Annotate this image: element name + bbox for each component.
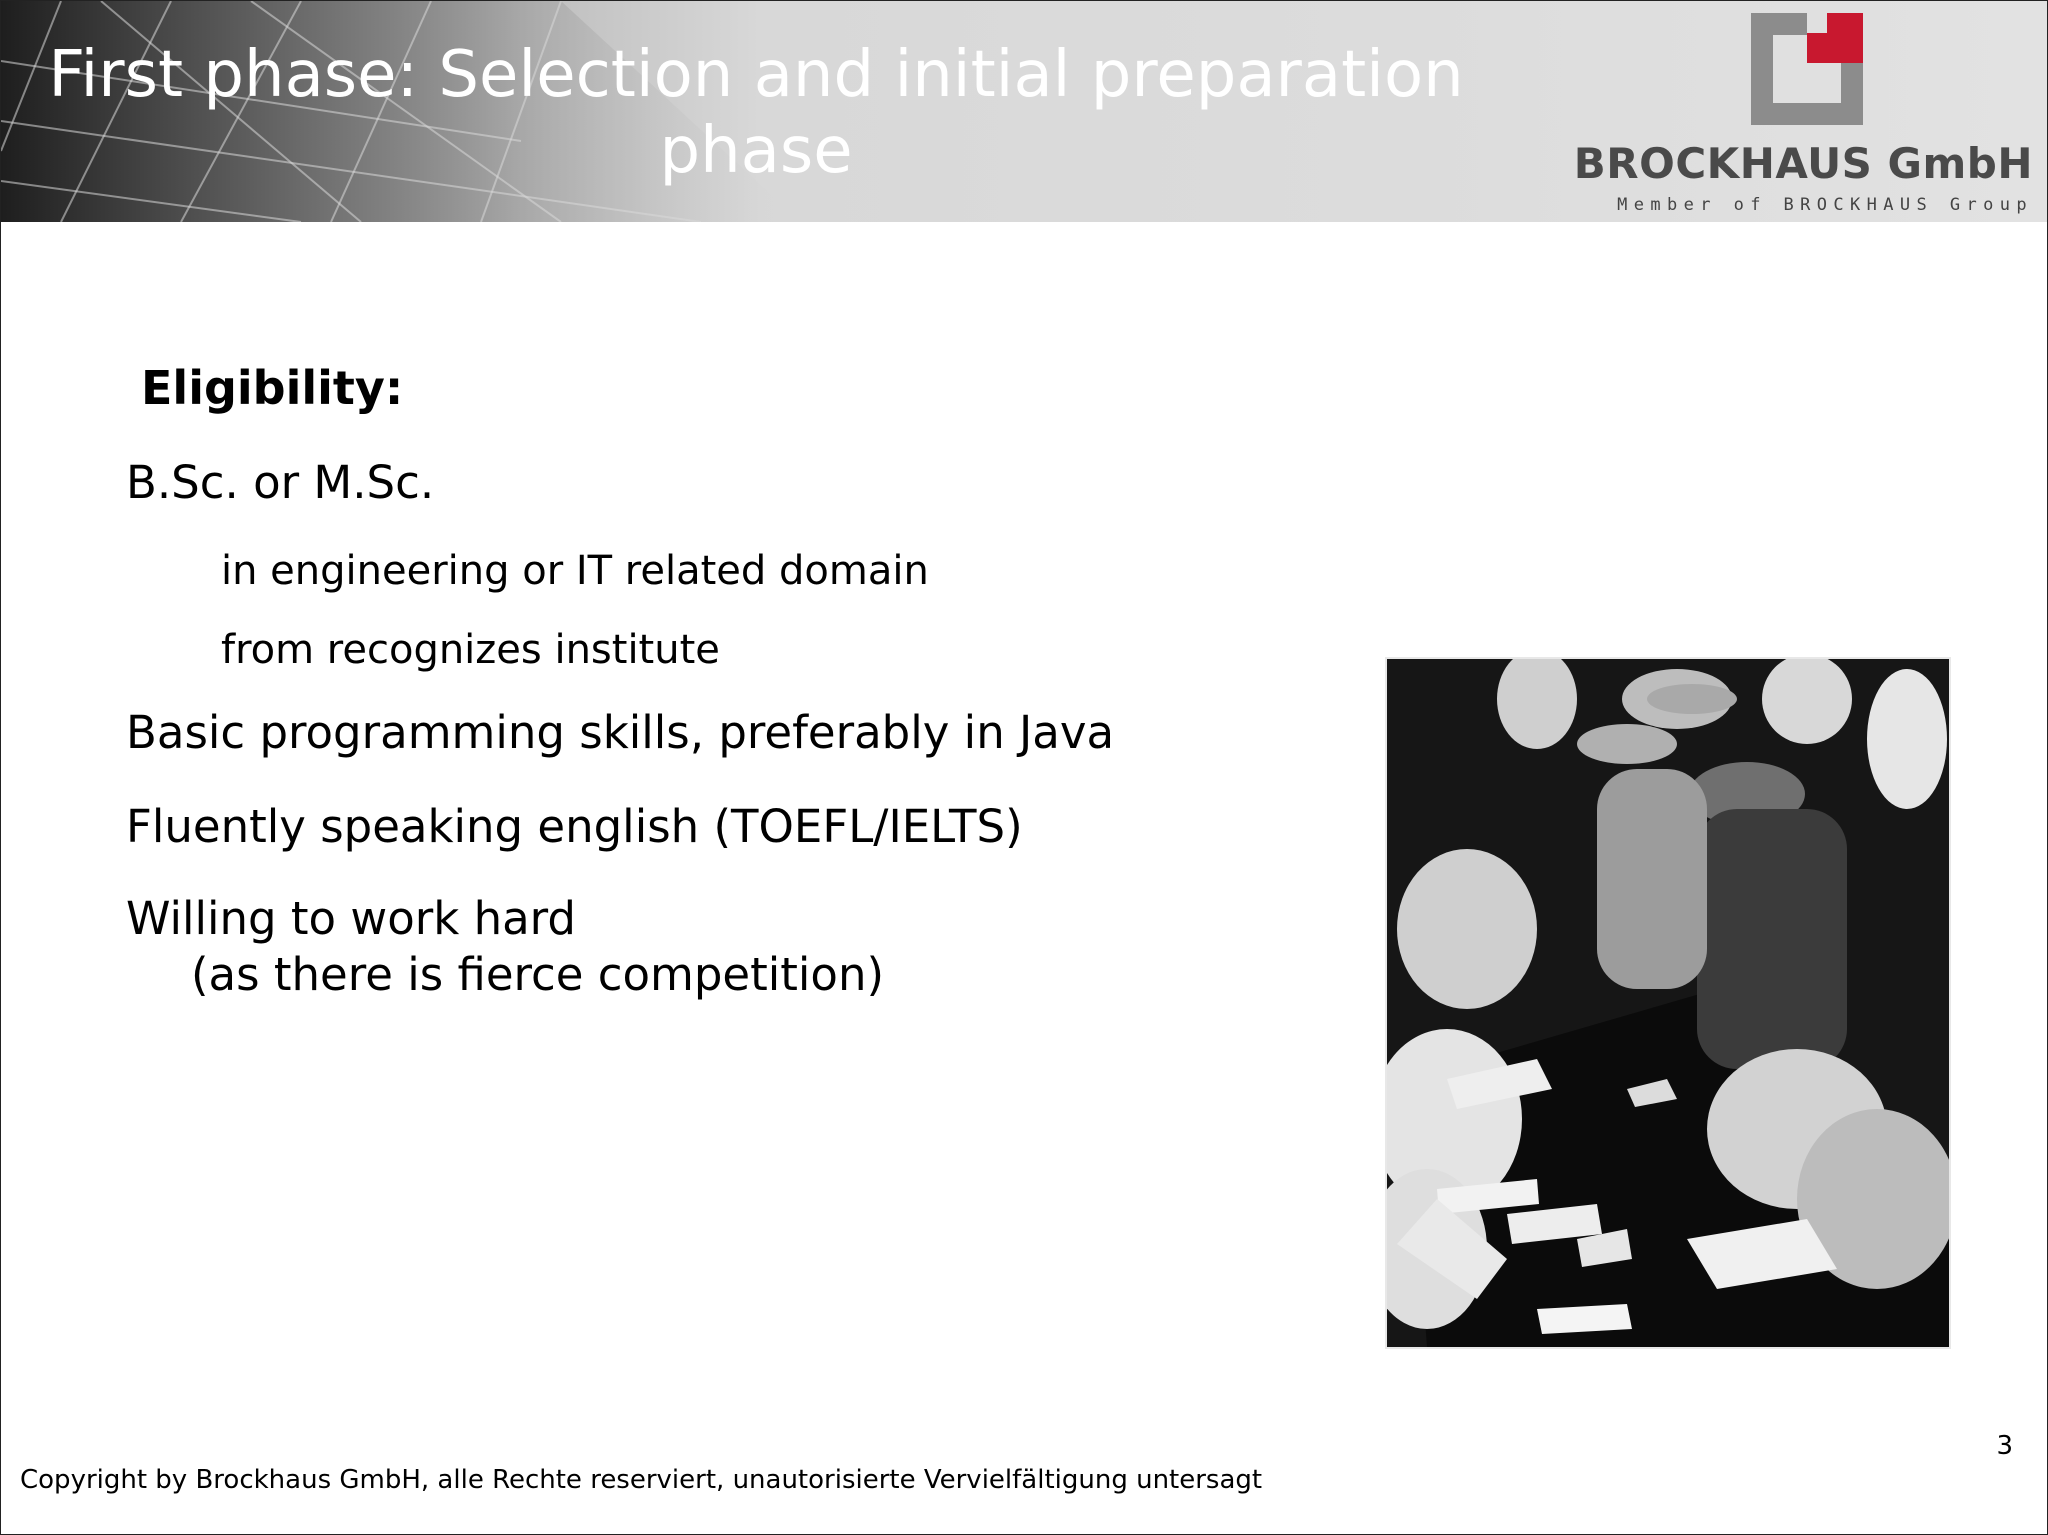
header-band <box>1 1 2047 222</box>
english-item: Fluently speaking english (TOEFL/IELTS) <box>126 800 1023 853</box>
work-item-note: (as there is fierce competition) <box>191 948 885 1001</box>
work-item: Willing to work hard <box>126 892 576 945</box>
degree-item: B.Sc. or M.Sc. <box>126 456 435 509</box>
logo-company-name: BROCKHAUS GmbH <box>1573 139 2033 188</box>
programming-item: Basic programming skills, preferably in Java <box>126 706 1115 759</box>
degree-detail-institute: from recognizes institute <box>221 627 720 673</box>
logo-tagline: Member of BROCKHAUS Group <box>1617 195 2033 215</box>
page-number: 3 <box>1996 1431 2013 1461</box>
logo-mark-icon <box>1751 13 1863 125</box>
brockhaus-logo <box>1573 13 2033 213</box>
applicants-photo <box>1385 657 1951 1349</box>
photo-illustration <box>1387 659 1949 1347</box>
slide-title <box>1 37 1511 189</box>
title-line-2: phase <box>659 114 853 188</box>
copyright-footer: Copyright by Brockhaus GmbH, alle Rechte reserviert, unautorisierte Vervielfältigung untersagt <box>20 1465 1263 1495</box>
eligibility-heading: Eligibility: <box>141 361 404 415</box>
degree-detail-domain: in engineering or IT related domain <box>221 548 929 594</box>
title-line-1: First phase: Selection and initial preparation <box>48 38 1464 112</box>
